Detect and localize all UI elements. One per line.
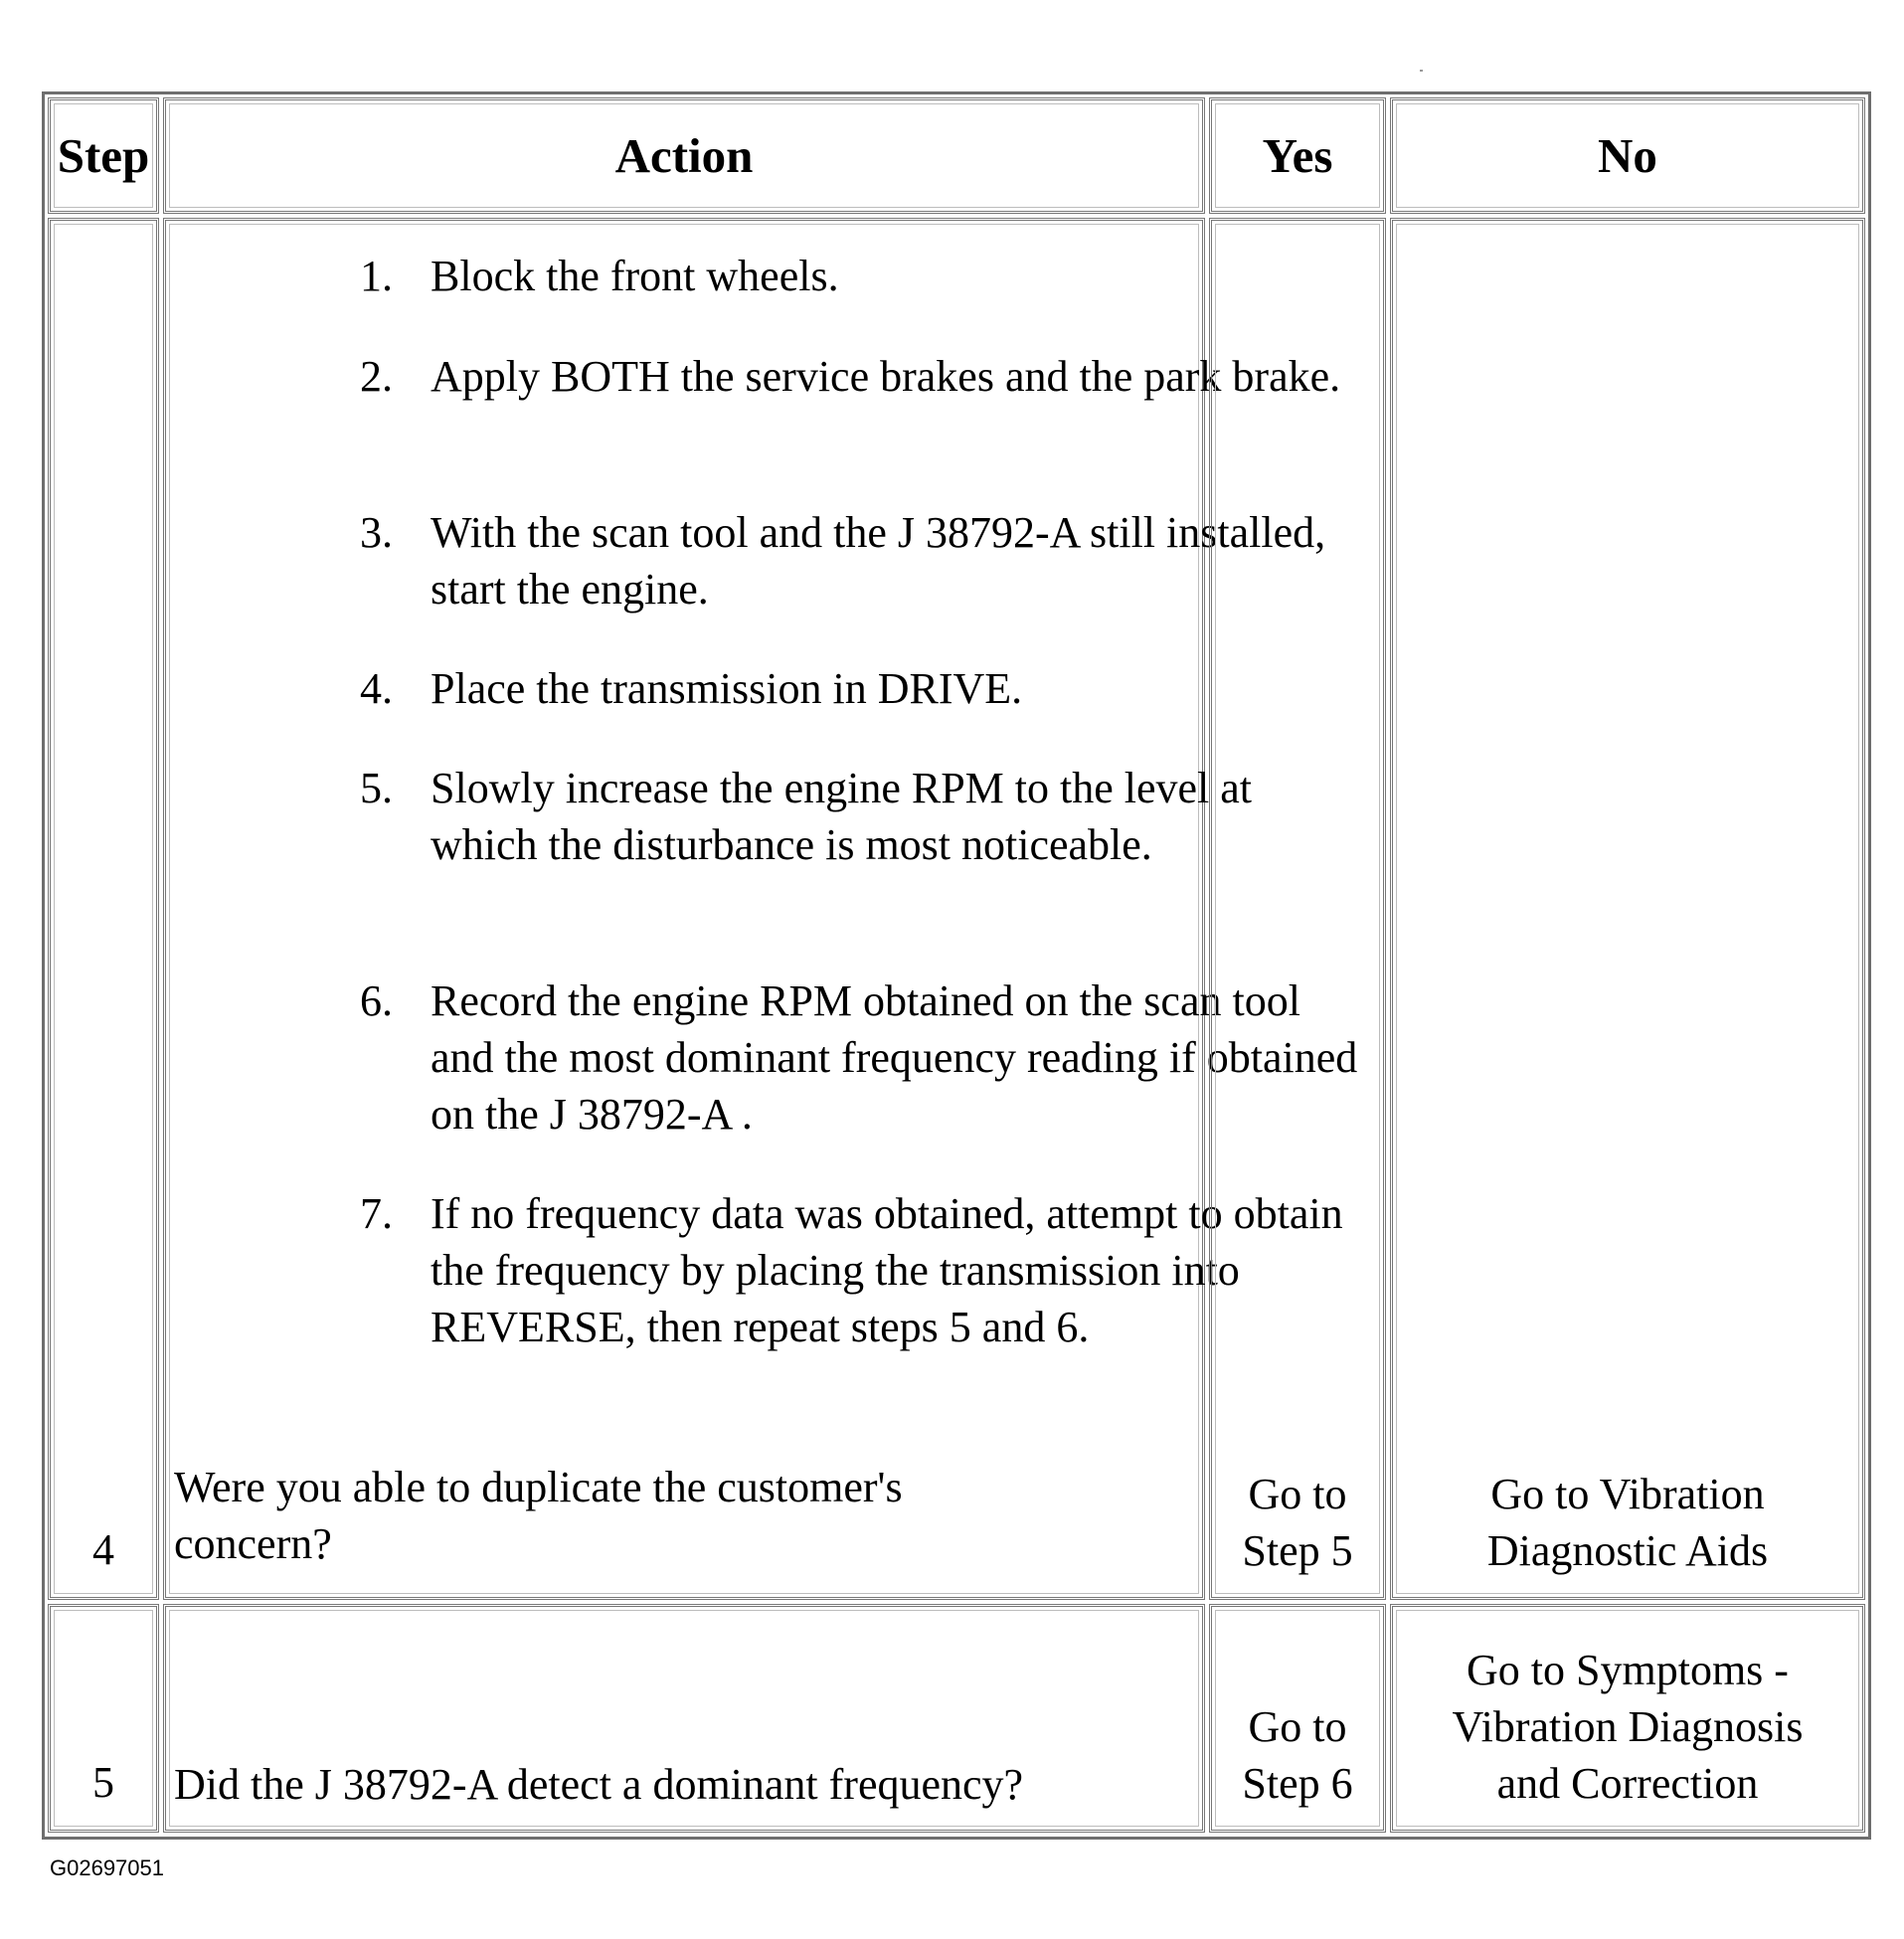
row-5-yes [1209,1604,1386,1833]
row-5-action [163,1604,1205,1833]
instruction-text: If no frequency data was obtained, attempt to obtain the frequency by placing the transmission into REVERSE, then repeat steps 5 and 6. [431,1189,1343,1351]
instruction-number: 1. [360,252,393,300]
instruction-number: 2. [360,352,393,401]
step-question: Were you able to duplicate the customer's concern? [174,1463,903,1568]
header-step-label: Step [57,128,150,183]
no-action: Go to Vibration Diagnostic Aids [1486,1470,1769,1575]
row-5-step [48,1604,159,1833]
header-no-label: No [1598,128,1657,183]
row-5-no [1390,1604,1865,1833]
header-step [48,97,159,214]
header-no [1390,97,1865,214]
instruction-number: 5. [360,764,393,812]
instruction-text: Apply BOTH the service brakes and the park brake. [431,352,1341,401]
instruction-text: Record the engine RPM obtained on the scan tool and the most dominant frequency reading if obtained on the J 38792-A . [431,976,1358,1139]
instruction-number: 3. [360,508,393,557]
step-number: 4 [92,1525,114,1574]
yes-action: Go to Step 5 [1242,1470,1353,1575]
header-action-label: Action [614,128,754,183]
instruction-text: Slowly increase the engine RPM to the level at which the disturbance is most noticeable. [431,764,1253,869]
instruction-number: 4. [360,664,393,713]
instruction-number: 7. [360,1189,393,1238]
instruction-text: With the scan tool and the J 38792-A still installed, start the engine. [431,508,1326,614]
figure-id: G02697051 [50,1855,164,1880]
no-action: Go to Symptoms - Vibration Diagnosis and Correction [1452,1646,1804,1808]
step-number: 5 [92,1758,114,1807]
step-question: Did the J 38792-A detect a dominant frequency? [174,1760,1024,1809]
instruction-text: Block the front wheels. [431,252,839,300]
row-4-yes [1209,218,1386,1600]
header-action [163,97,1205,214]
row-4-step [48,218,159,1600]
header-yes-label: Yes [1262,128,1333,183]
header-yes [1209,97,1386,214]
yes-action: Go to Step 6 [1242,1702,1353,1808]
scan-speck [1420,70,1423,72]
row-4-no [1390,218,1865,1600]
instruction-number: 6. [360,976,393,1025]
instruction-text: Place the transmission in DRIVE. [431,664,1023,713]
